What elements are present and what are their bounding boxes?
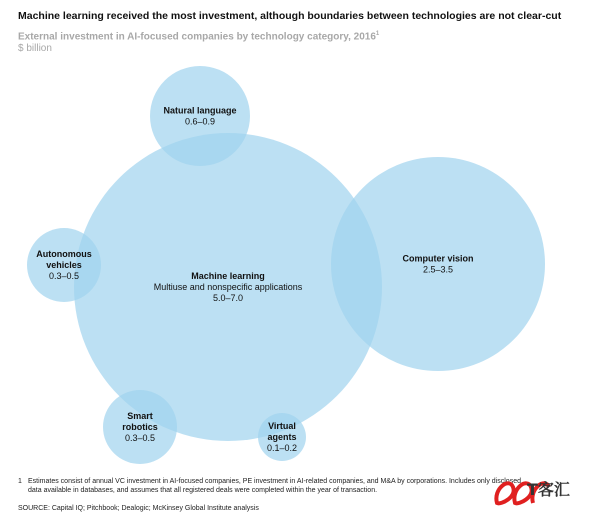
bubble-label-computer-vision: Computer vision <box>402 253 474 264</box>
footnote-number: 1 <box>18 478 22 485</box>
bubble-label-natural-language: Natural language <box>163 105 237 116</box>
bubble-value-natural-language: 0.6–0.9 <box>184 116 216 127</box>
bubble-value-autonomous-vehicles: 0.3–0.5 <box>48 271 80 281</box>
footnote-text: Estimates consist of annual VC investment in AI-focused companies, PE investment in AI-related companies, and M&A by corporations. Includes only disclosed data available in databases, and assumes that all registered deals were completed within the year of transaction. <box>28 478 521 494</box>
chart-title: Machine learning received the most investment, although boundaries between technologies are not clear-cut <box>18 10 562 22</box>
bubble-value-machine-learning: 5.0–7.0 <box>212 293 244 303</box>
subtitle-text: External investment in AI-focused companies by technology category, 2016 <box>18 31 376 43</box>
bubble-detail-machine-learning: Multiuse and nonspecific applications <box>153 282 303 292</box>
bubble-value-computer-vision: 2.5–3.5 <box>422 264 454 275</box>
bubble-label-smart-robotics: Smart <box>127 411 153 421</box>
bubble-label-autonomous-vehicles: Autonomous <box>36 249 92 259</box>
bubble-value-smart-robotics: 0.3–0.5 <box>124 433 156 443</box>
bubble-label-virtual-agents: Virtual <box>268 421 296 431</box>
footnote <box>18 477 528 495</box>
watermark-text: T客汇 <box>527 480 570 499</box>
subtitle-footnote-marker: 1 <box>375 31 380 37</box>
bubble-label-virtual-agents: agents <box>267 432 297 442</box>
bubble-value-virtual-agents: 0.1–0.2 <box>266 443 298 453</box>
bubble-label-autonomous-vehicles: vehicles <box>46 260 82 270</box>
bubble-label-machine-learning: Machine learning <box>191 271 265 281</box>
unit-label: $ billion <box>18 43 52 54</box>
bubble-label-smart-robotics: robotics <box>122 422 158 432</box>
watermark-logo-icon <box>458 471 594 511</box>
source-note: SOURCE: Capital IQ; Pitchbook; Dealogic; McKinsey Global Institute analysis <box>18 505 259 512</box>
